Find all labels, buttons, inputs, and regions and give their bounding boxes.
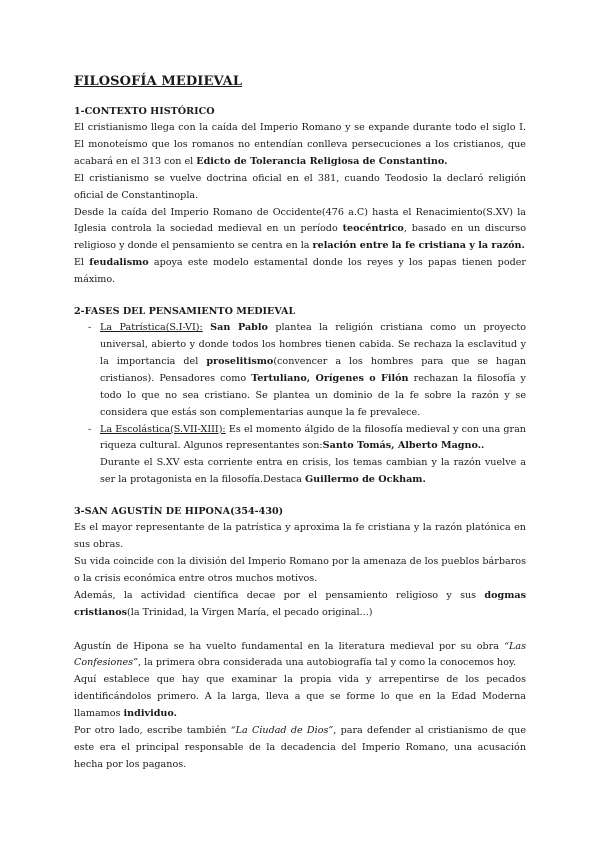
text: Agustín de Hipona se ha vuelto fundamental en la literatura medieval por su obra bbox=[74, 640, 505, 652]
bold-text: teocéntrico bbox=[342, 223, 404, 235]
escolastica-label: La Escolástica(S.VII-XIII): bbox=[100, 423, 226, 435]
bold-text: relación entre la fe cristiana y la razón. bbox=[312, 240, 525, 252]
phases-list bbox=[74, 320, 526, 489]
section-heading-fases: 2-FASES DEL PENSAMIENTO MEDIEVAL bbox=[74, 306, 296, 318]
paragraph bbox=[74, 588, 526, 622]
text: (convencer a los hombres para que se hagan cristianos). Pensadores como bbox=[100, 355, 526, 384]
paragraph bbox=[74, 672, 526, 723]
paragraph bbox=[74, 205, 526, 256]
text: plantea la religión cristiana como un proyecto universal, abierto y donde todos los hombres tienen cabida. Se rechaza la esclavitud y la importancia del bbox=[100, 322, 526, 367]
bold-text: Tertuliano, Orígenes o Filón bbox=[251, 372, 409, 384]
bold-text: feudalismo bbox=[89, 257, 149, 269]
text: apoya este modelo estamental donde los reyes y los papas tienen poder máximo. bbox=[74, 257, 527, 286]
bold-text: proselitismo bbox=[206, 355, 274, 367]
text: Además, la actividad científica decae por el pensamiento religioso y sus bbox=[74, 589, 485, 601]
section-heading-san-agustin: 3-SAN AGUSTÍN DE HIPONA(354-430) bbox=[74, 506, 284, 518]
text: Aquí establece que hay que examinar la propia vida y arrepentirse de los pecados identificándolos primero. A la larga, lleva a que se forme lo que en la Edad Moderna llamamos bbox=[74, 674, 526, 720]
document-title: FILOSOFÍA MEDIEVAL bbox=[74, 74, 243, 89]
paragraph: Es el mayor representante de la patrística y aproxima la fe cristiana y la razón platónica en sus obras. bbox=[74, 522, 526, 551]
text: , la primera obra considerada una autobiografía tal y como la conocemos hoy. bbox=[137, 657, 517, 669]
bold-text: Santo Tomás, Alberto Magno.. bbox=[322, 440, 485, 452]
section-heading-contexto: 1-CONTEXTO HISTÓRICO bbox=[74, 106, 215, 117]
text: El bbox=[74, 257, 90, 269]
list-item-patristica bbox=[74, 320, 526, 421]
paragraph bbox=[74, 255, 526, 289]
paragraph bbox=[74, 639, 526, 673]
text: Es el momento álgido de la filosofía medieval y con una gran riqueza cultural. Algunos representantes son: bbox=[100, 423, 526, 452]
bold-text: dogmas cristianos bbox=[74, 589, 526, 618]
text: Por otro lado, escribe también bbox=[74, 725, 231, 737]
paragraph bbox=[74, 723, 526, 774]
text: El cristianismo llega con la caída del Imperio Romano y se expande durante todo el siglo I. El monoteísmo que los romanos no entendían conlleva persecuciones a los cristianos, que acabará en el 313 con el bbox=[74, 122, 526, 167]
bold-text: Guillermo de Ockham. bbox=[304, 474, 426, 486]
list-dash: - bbox=[88, 423, 92, 435]
paragraph: Su vida coincide con la división del Imperio Romano por la amenaza de los pueblos bárbaros o la crisis económica entre otros muchos motivos. bbox=[74, 555, 526, 584]
bold-text: Edicto de Tolerancia Religiosa de Constantino. bbox=[196, 155, 448, 167]
bold-text: San Pablo bbox=[210, 322, 268, 334]
text: Durante el S.XV esta corriente entra en crisis, los temas cambian y la razón vuelve a ser la protagonista en la filosofía.Destaca bbox=[100, 457, 526, 486]
text: (la Trinidad, la Virgen María, el pecado original...) bbox=[127, 606, 373, 618]
bold-text: individuo. bbox=[123, 708, 177, 720]
paragraph bbox=[74, 120, 526, 171]
document-page bbox=[74, 74, 526, 774]
italic-text: “Las Confesiones” bbox=[74, 640, 526, 669]
list-item-escolastica bbox=[74, 422, 526, 490]
patristica-label: La Patrística(S.I-VI): bbox=[100, 322, 203, 334]
text: , basado en un discurso religioso y donde el pensamiento se centra en la bbox=[74, 223, 526, 252]
text: , para defender al cristianismo de que este era el principal responsable de la decadencia del Imperio Romano, una acusación hecha por los paganos. bbox=[74, 725, 526, 770]
paragraph: El cristianismo se vuelve doctrina oficial en el 381, cuando Teodosio la declaró religión oficial de Constantinopla. bbox=[74, 172, 526, 201]
italic-text: “La Ciudad de Dios” bbox=[230, 725, 334, 737]
text: rechazan la filosofía y todo lo que no sea cristiano. Se plantea un dominio de la fe sobre la razón y se considera que estás son complementarias aunque la fe prevalece. bbox=[100, 372, 526, 418]
list-dash: - bbox=[88, 322, 92, 334]
text: Desde la caída del Imperio Romano de Occidente(476 a.C) hasta el Renacimiento(S.XV) la Iglesia controla la sociedad medieval en un período bbox=[74, 206, 526, 235]
